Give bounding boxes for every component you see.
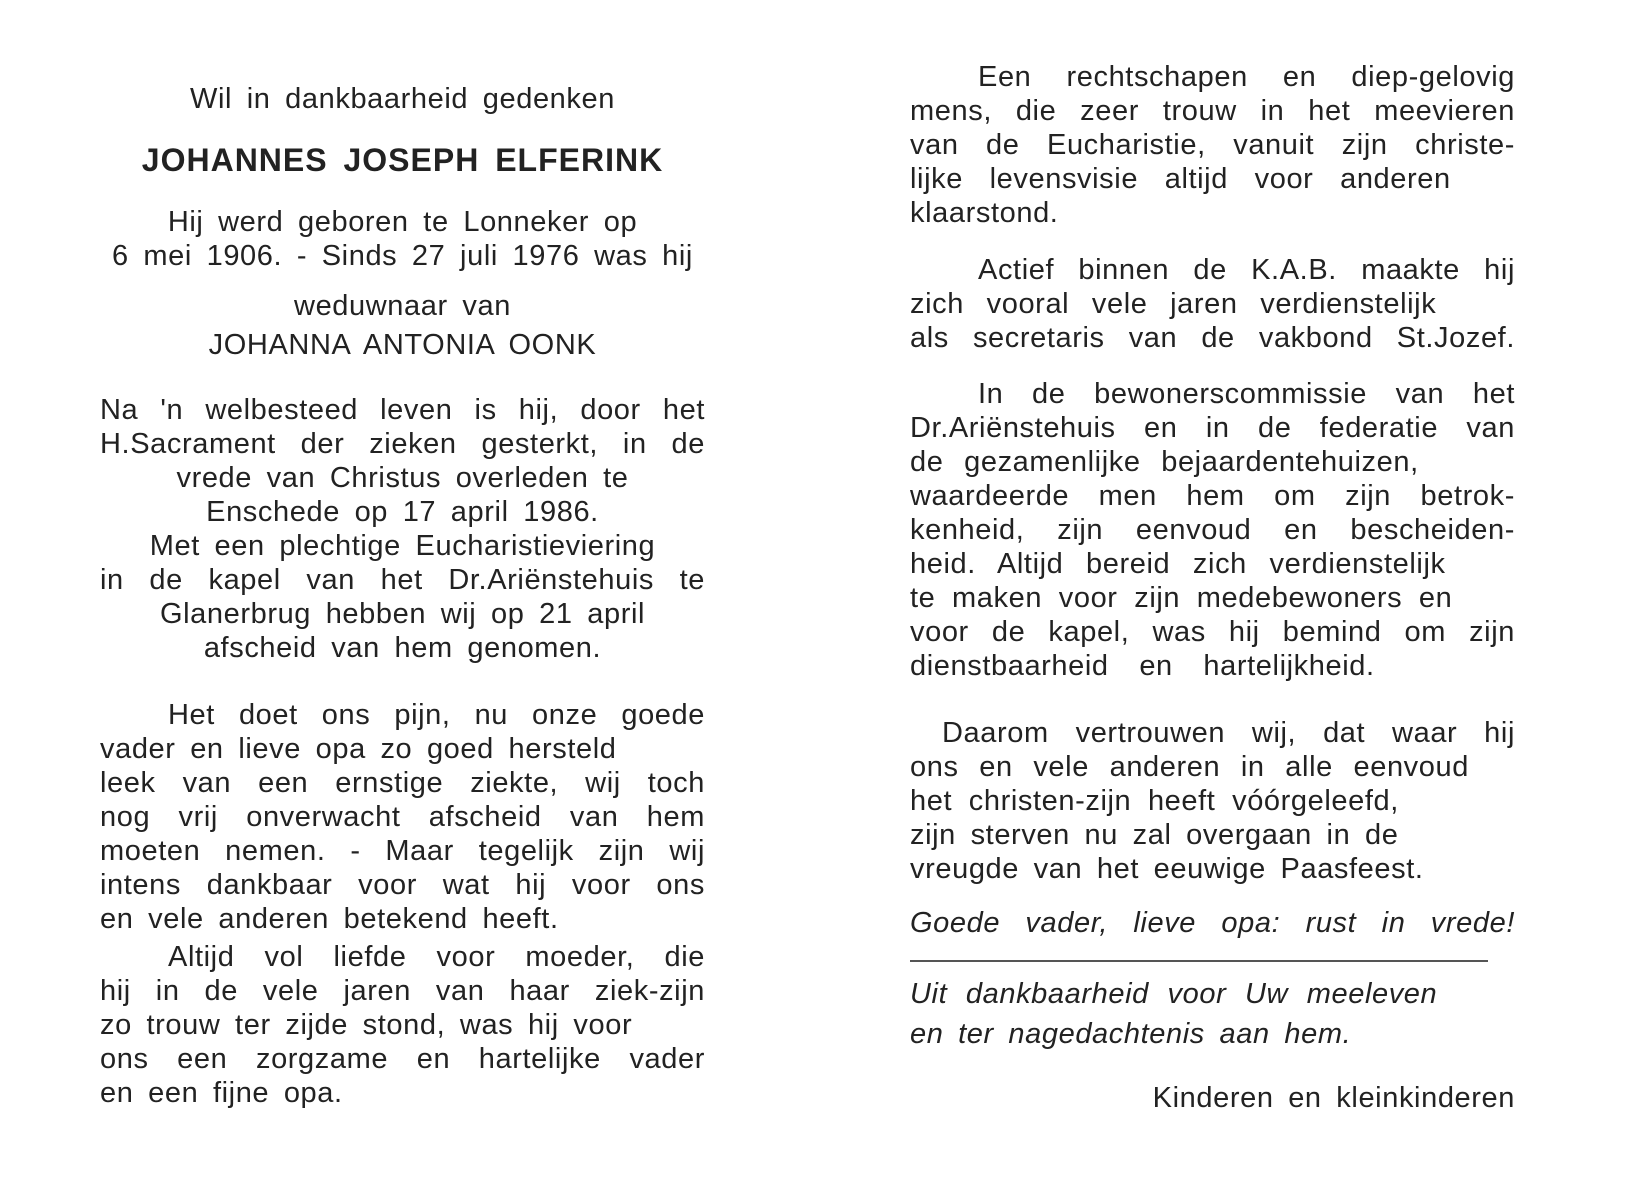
text-line: vrede van Christus overleden te xyxy=(176,462,629,494)
text-line: afscheid van hem genomen. xyxy=(203,632,602,664)
text-line: H.Sacrament der zieken gesterkt, in de xyxy=(100,428,705,460)
text-line: te maken voor zijn medebewoners en xyxy=(910,582,1453,614)
farewell-text: Goede vader, lieve opa: rust in vrede! xyxy=(910,907,1515,939)
text-line: Glanerbrug hebben wij op 21 april xyxy=(159,598,646,630)
text-line: zijn sterven nu zal overgaan in de xyxy=(910,819,1399,851)
text-line: ons een zorgzame en hartelijke vader xyxy=(100,1043,705,1075)
text-line: Een rechtschapen en diep-gelovig xyxy=(978,61,1515,93)
text-line: het christen-zijn heeft vóórgeleefd, xyxy=(910,785,1399,817)
text-line: Het doet ons pijn, nu onze goede xyxy=(168,699,705,731)
text-line: nog vrij onverwacht afscheid van hem xyxy=(100,801,705,833)
signature-text: Kinderen en kleinkinderen xyxy=(1152,1082,1515,1114)
separator-line xyxy=(910,960,1488,962)
text-line: zich vooral vele jaren verdienstelijk xyxy=(910,288,1437,320)
widower-text: weduwnaar van xyxy=(294,290,511,322)
text-line: de gezamenlijke bejaardentehuizen, xyxy=(910,446,1419,478)
text-line: Actief binnen de K.A.B. maakte hij xyxy=(978,254,1515,286)
text-line: dienstbaarheid en hartelijkheid. xyxy=(910,650,1375,682)
text-line: van de Eucharistie, vanuit zijn christe- xyxy=(910,129,1515,161)
thanks-line: Uit dankbaarheid voor Uw meeleven xyxy=(910,978,1438,1010)
text-line: kenheid, zijn eenvoud en bescheiden- xyxy=(910,514,1515,546)
text-line: zo trouw ter zijde stond, was hij voor xyxy=(100,1009,633,1041)
text-line: leek van een ernstige ziekte, wij toch xyxy=(100,767,705,799)
text-line: voor de kapel, was hij bemind om zijn xyxy=(910,616,1515,648)
birth-line: Hij werd geboren te Lonneker op xyxy=(167,206,638,238)
text-line: ons en vele anderen in alle eenvoud xyxy=(910,751,1469,783)
text-line: lijke levensvisie altijd voor anderen xyxy=(910,163,1451,195)
text-line: en vele anderen betekend heeft. xyxy=(100,903,559,935)
text-line: waardeerde men hem om zijn betrok- xyxy=(910,480,1515,512)
text-line: Altijd vol liefde voor moeder, die xyxy=(168,941,705,973)
text-line: Daarom vertrouwen wij, dat waar hij xyxy=(942,717,1515,749)
text-line: vader en lieve opa zo goed hersteld xyxy=(100,733,617,765)
thanks-line: en ter nagedachtenis aan hem. xyxy=(910,1018,1352,1050)
text-line: Met een plechtige Eucharistieviering xyxy=(149,530,656,562)
header-text: Wil in dankbaarheid gedenken xyxy=(190,83,615,115)
text-line: Enschede op 17 april 1986. xyxy=(206,496,599,528)
text-line: intens dankbaar voor wat hij voor ons xyxy=(100,869,705,901)
text-line: vreugde van het eeuwige Paasfeest. xyxy=(910,853,1424,885)
spouse-name: JOHANNA ANTONIA OONK xyxy=(208,329,597,361)
text-line: en een fijne opa. xyxy=(100,1077,343,1109)
text-line: Dr.Ariënstehuis en in de federatie van xyxy=(910,412,1515,444)
text-line: In de bewonerscommissie van het xyxy=(978,378,1515,410)
text-line: moeten nemen. - Maar tegelijk zijn wij xyxy=(100,835,705,867)
text-line: mens, die zeer trouw in het meevieren xyxy=(910,95,1515,127)
text-line: Na 'n welbesteed leven is hij, door het xyxy=(100,394,705,426)
text-line: in de kapel van het Dr.Ariënstehuis te xyxy=(100,564,705,596)
text-line: hij in de vele jaren van haar ziek-zijn xyxy=(100,975,705,1007)
text-line: heid. Altijd bereid zich verdienstelijk xyxy=(910,548,1446,580)
text-line: als secretaris van de vakbond St.Jozef. xyxy=(910,322,1515,354)
text-line: klaarstond. xyxy=(910,197,1059,229)
birth-line: 6 mei 1906. - Sinds 27 juli 1976 was hij xyxy=(112,240,693,272)
deceased-name: JOHANNES JOSEPH ELFERINK xyxy=(141,142,664,178)
